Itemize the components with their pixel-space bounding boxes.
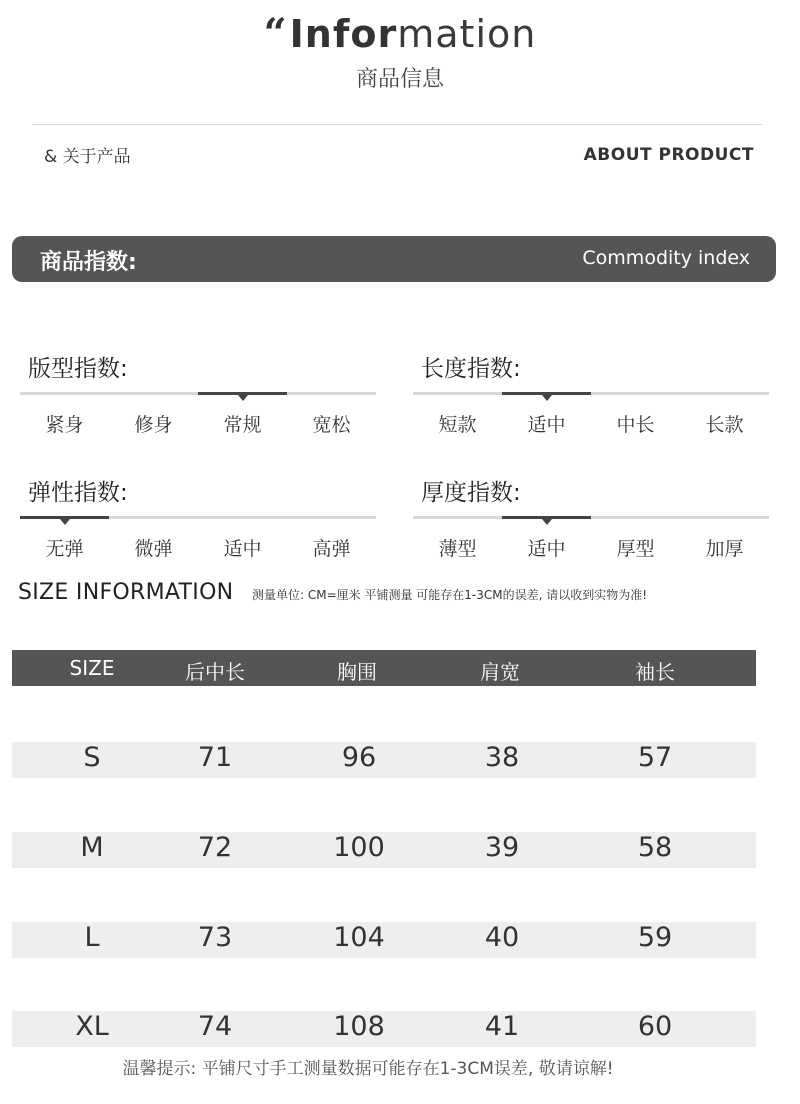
size-information-heading: SIZE INFORMATION [18,580,234,605]
commodity-index-banner [12,236,776,282]
table-cell: 104 [333,922,385,953]
size-table-header [12,650,756,686]
index-options [413,534,769,561]
index-option: 常规 [223,414,262,436]
table-cell: 57 [637,742,673,773]
table-cell: 40 [484,922,520,953]
table-row [12,922,756,958]
index-option: 适中 [223,538,262,560]
index-selected-marker [20,516,109,519]
table-cell: M [80,832,104,863]
banner-title-en: Commodity index [582,247,750,269]
index-option: 适中 [527,538,566,560]
table-cell: 74 [197,1011,233,1042]
column-header: 肩宽 [480,660,520,684]
index-option: 微弹 [134,538,173,560]
table-cell: 60 [637,1011,673,1042]
index-group-fit [20,340,376,450]
table-cell: 41 [484,1011,520,1042]
title-bold-part: Infor [289,12,398,56]
table-cell: 58 [637,832,673,863]
index-option: 宽松 [312,414,351,436]
header-divider [32,124,762,125]
index-title: 版型指数: [28,356,128,382]
title-quote-mark: “ [263,10,288,57]
column-header: 胸围 [337,660,377,684]
table-cell: S [83,742,101,773]
table-cell: L [84,922,100,953]
table-cell: 100 [333,832,385,863]
table-cell: 108 [333,1011,385,1042]
index-option: 短款 [438,414,477,436]
index-option: 厚型 [616,538,655,560]
title-light-part: mation [397,12,537,56]
footer-tip: 温馨提示: 平铺尺寸手工测量数据可能存在1-3CM误差, 敬请谅解! [122,1059,614,1079]
index-group-elasticity [20,464,376,574]
index-option: 长款 [705,414,744,436]
index-selected-marker [502,516,591,519]
column-header: 后中长 [185,660,245,684]
index-option: 高弹 [312,538,351,560]
index-title: 厚度指数: [421,480,521,506]
table-cell: 39 [484,832,520,863]
table-cell: 71 [197,742,233,773]
index-group-thickness [413,464,769,574]
table-cell: 96 [341,742,377,773]
table-cell: XL [75,1011,109,1042]
index-options [413,410,769,437]
about-label-cn: & 关于产品 [44,147,131,167]
index-option: 适中 [527,414,566,436]
index-selected-marker [198,392,287,395]
index-option: 加厚 [705,538,744,560]
index-track [413,516,769,519]
table-cell: 73 [197,922,233,953]
page-title [0,10,800,57]
column-header: SIZE [69,656,115,680]
index-selected-marker [502,392,591,395]
page-subtitle: 商品信息 [355,67,444,92]
index-options [20,410,376,437]
index-option: 无弹 [45,538,84,560]
column-header: 袖长 [635,660,675,684]
table-cell: 72 [197,832,233,863]
table-cell: 38 [484,742,520,773]
table-row [12,742,756,778]
table-row [12,1011,756,1047]
index-option: 紧身 [45,414,84,436]
banner-title-cn: 商品指数: [40,250,137,275]
measurement-note: 测量单位: CM=厘米 平铺测量 可能存在1-3CM的误差, 请以收到实物为准! [252,588,648,602]
index-option: 中长 [616,414,655,436]
about-label-en: ABOUT PRODUCT [583,145,754,165]
index-options [20,534,376,561]
index-track [413,392,769,395]
table-cell: 59 [637,922,673,953]
index-title: 弹性指数: [28,480,128,506]
index-option: 修身 [134,414,173,436]
table-row [12,832,756,868]
index-option: 薄型 [438,538,477,560]
index-title: 长度指数: [421,356,521,382]
index-group-length [413,340,769,450]
